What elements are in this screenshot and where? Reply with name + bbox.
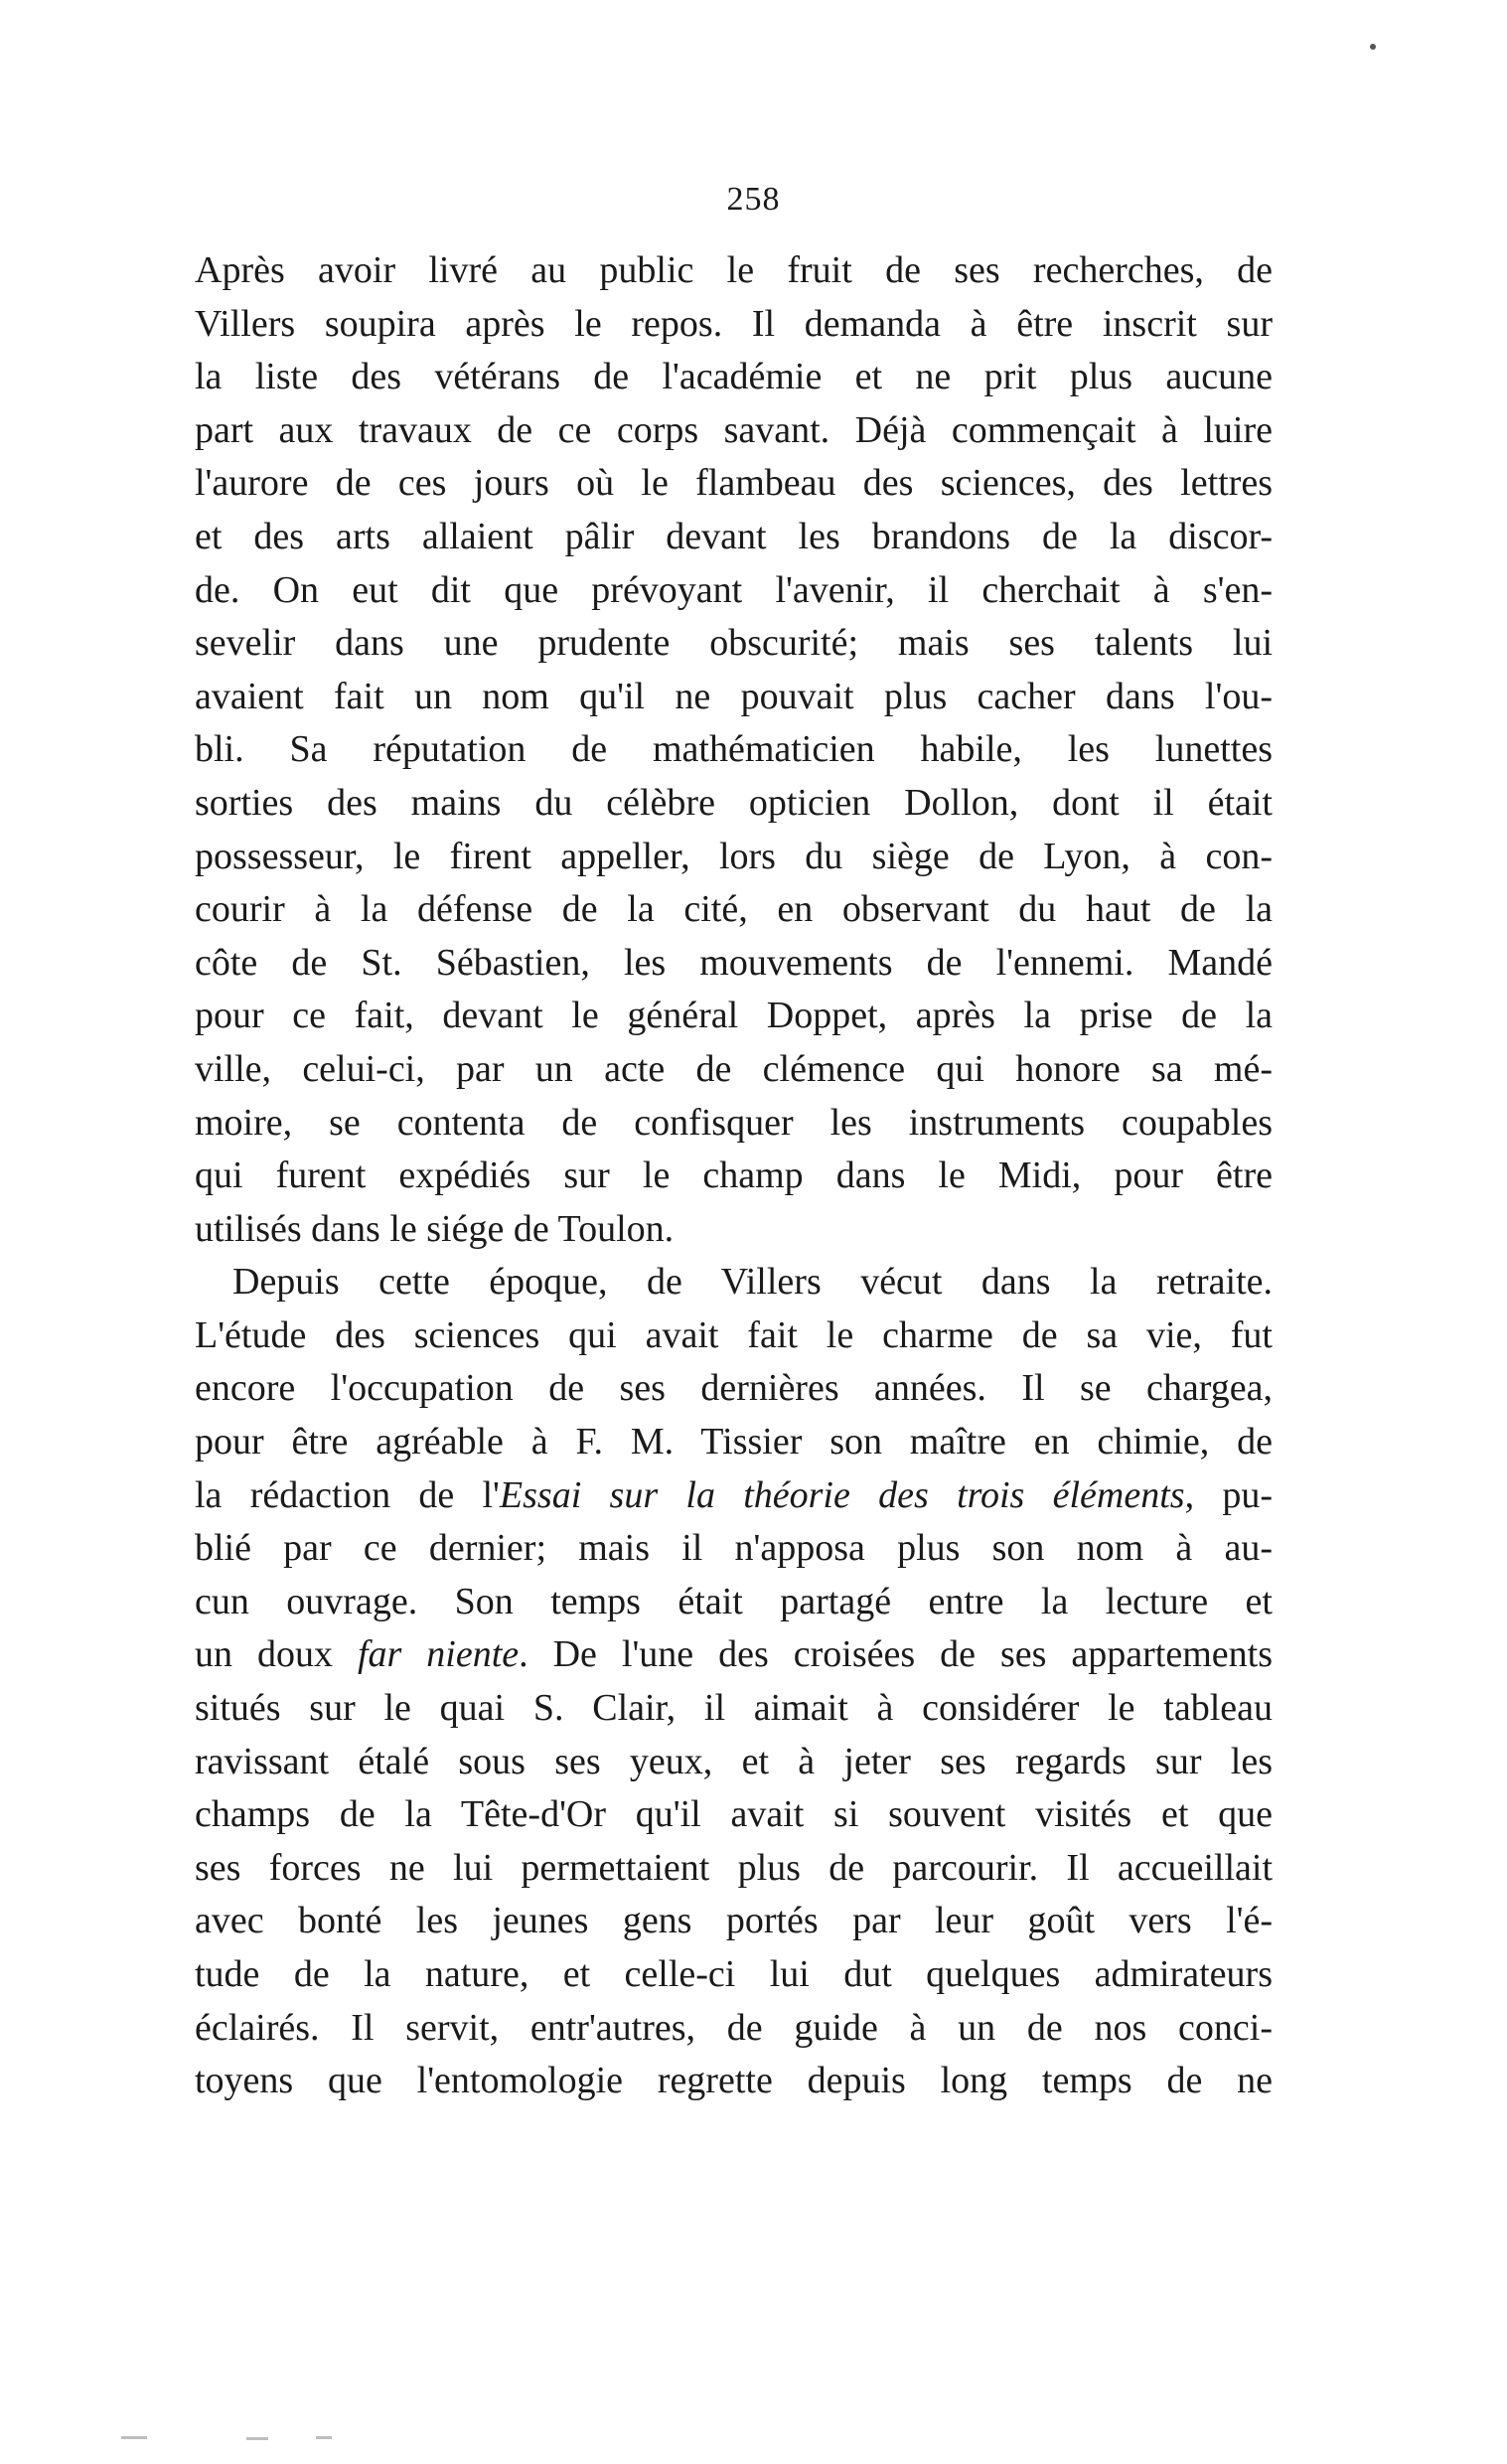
scan-artifact <box>246 2437 268 2440</box>
text-line: cun ouvrage. Son temps était partagé entre la lecture et <box>195 1580 1273 1622</box>
text-line: pour être agréable à F. M. Tissier son maître en chimie, de <box>195 1421 1273 1463</box>
text-line: possesseur, le firent appeller, lors du siège de Lyon, à con- <box>195 835 1273 877</box>
text-line: avec bonté les jeunes gens portés par leur goût vers l'é- <box>195 1900 1273 1942</box>
ink-speck <box>1370 44 1376 50</box>
page-number: 258 <box>726 181 781 218</box>
scan-artifact <box>121 2436 147 2439</box>
text-line: Après avoir livré au public le fruit de ses recherches, de <box>195 249 1273 291</box>
text-line: éclairés. Il servit, entr'autres, de guide à un de nos conci- <box>195 2006 1273 2049</box>
text-line: Villers soupira après le repos. Il demanda à être inscrit sur <box>195 302 1273 345</box>
text-line: situés sur le quai S. Clair, il aimait à considérer le tableau <box>195 1687 1273 1730</box>
body-text <box>195 244 1273 2108</box>
text-line: blié par ce dernier; mais il n'apposa plus son nom à au- <box>195 1527 1273 1570</box>
text-line: la liste des vétérans de l'académie et ne prit plus aucune <box>195 356 1273 398</box>
text-line: ville, celui-ci, par un acte de clémence qui honore sa mé- <box>195 1047 1273 1090</box>
text-line: et des arts allaient pâlir devant les brandons de la discor- <box>195 515 1273 557</box>
scan-artifact <box>316 2436 332 2439</box>
text-line: qui furent expédiés sur le champ dans le Midi, pour être <box>195 1155 1273 1197</box>
text-line: de. On eut dit que prévoyant l'avenir, il cherchait à s'en- <box>195 568 1273 611</box>
text-line: un doux far niente. De l'une des croisées de ses appartements <box>195 1633 1273 1676</box>
text-line: ses forces ne lui permettaient plus de parcourir. Il accueillait <box>195 1846 1273 1889</box>
text-line: bli. Sa réputation de mathématicien habile, les lunettes <box>195 728 1273 771</box>
text-line: moire, se contenta de confisquer les instruments coupables <box>195 1101 1273 1144</box>
text-line: côte de St. Sébastien, les mouvements de l'ennemi. Mandé <box>195 941 1273 984</box>
text-line: pour ce fait, devant le général Doppet, après la prise de la <box>195 995 1273 1037</box>
text-line: utilisés dans le siége de Toulon. <box>195 1207 675 1250</box>
italic-title: Essai sur la théorie des trois éléments <box>499 1473 1185 1516</box>
text-line: sevelir dans une prudente obscurité; mais ses talents lui <box>195 622 1273 665</box>
text-line: sorties des mains du célèbre opticien Dollon, dont il était <box>195 781 1273 824</box>
italic-phrase: far niente <box>357 1633 520 1676</box>
text-line: courir à la défense de la cité, en observant du haut de la <box>195 888 1273 931</box>
text-line: tude de la nature, et celle-ci lui dut quelques admirateurs <box>195 1953 1273 1995</box>
text-line: Depuis cette époque, de Villers vécut dans la retraite. <box>232 1261 1273 1304</box>
text-line: part aux travaux de ce corps savant. Déjà commençait à luire <box>195 408 1273 451</box>
text-line: l'aurore de ces jours où le flambeau des sciences, des lettres <box>195 462 1273 505</box>
text-line: ravissant étalé sous ses yeux, et à jeter ses regards sur les <box>195 1740 1273 1782</box>
text-line: la rédaction de l'Essai sur la théorie des trois éléments, pu- <box>195 1473 1273 1516</box>
text-line: champs de la Tête-d'Or qu'il avait si souvent visités et que <box>195 1793 1273 1836</box>
text-line: L'étude des sciences qui avait fait le charme de sa vie, fut <box>195 1313 1273 1356</box>
text-line: toyens que l'entomologie regrette depuis long temps de ne <box>195 2060 1273 2102</box>
text-line: avaient fait un nom qu'il ne pouvait plus cacher dans l'ou- <box>195 675 1273 717</box>
text-line: encore l'occupation de ses dernières années. Il se chargea, <box>195 1367 1273 1410</box>
